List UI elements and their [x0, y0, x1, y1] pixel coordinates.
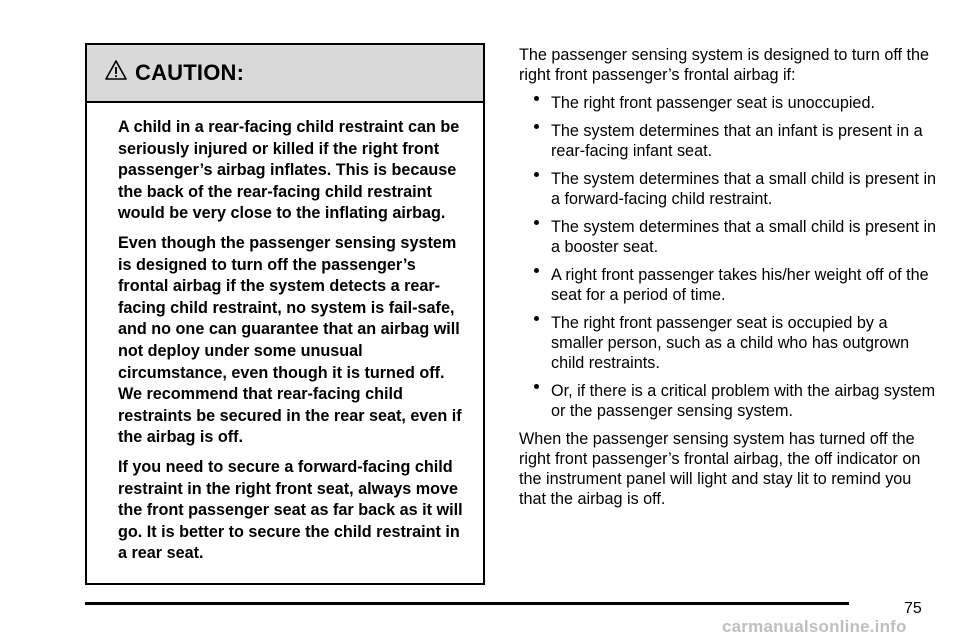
list-item — [519, 381, 939, 421]
bullet-list — [519, 93, 939, 421]
caution-title: CAUTION: — [135, 60, 245, 85]
caution-paragraph: Even though the passenger sensing system is designed to turn off the passenger’s frontal airbag if the system detects a rear-facing child restraint, no system is fail-safe, and no one can guarantee that an airbag will not deploy under some unusual circumstance, even though it is turned off. We recommend that rear-facing child restraints be secured in the rear seat, even if the airbag is off. — [118, 233, 462, 447]
list-item — [519, 93, 939, 113]
bullet-icon — [534, 220, 539, 225]
list-item — [519, 169, 939, 209]
list-item-text: The right front passenger seat is occupied by a smaller person, such as a child who has outgrown child restraints. — [551, 314, 910, 372]
footer-rule — [85, 602, 849, 605]
warning-triangle-icon — [105, 59, 127, 81]
list-item — [519, 217, 939, 257]
list-item-text: Or, if there is a critical problem with the airbag system or the passenger sensing system. — [551, 382, 936, 420]
list-item-text: The system determines that a small child is present in a booster seat. — [551, 218, 937, 256]
bullet-icon — [534, 96, 539, 101]
right-column — [519, 45, 939, 517]
caution-paragraph: If you need to secure a forward-facing child restraint in the right front seat, always move the front passenger seat as far back as it will go. It is better to secure the child restraint in a rear seat. — [118, 457, 463, 563]
list-item — [519, 313, 939, 373]
bullet-icon — [534, 384, 539, 389]
list-item-text: The system determines that a small child is present in a forward-facing child restraint. — [551, 170, 937, 208]
list-item — [519, 265, 939, 305]
list-item-text: The system determines that an infant is present in a rear-facing infant seat. — [551, 122, 923, 160]
bullet-icon — [534, 268, 539, 273]
bullet-icon — [534, 124, 539, 129]
list-item-text: The right front passenger seat is unoccupied. — [551, 94, 875, 112]
bullet-icon — [534, 316, 539, 321]
watermark: carmanualsonline.info — [722, 617, 907, 636]
intro-paragraph: The passenger sensing system is designed to turn off the right front passenger’s frontal airbag if: — [519, 46, 930, 84]
closing-paragraph: When the passenger sensing system has turned off the right front passenger’s frontal airbag, the off indicator on the instrument panel will light and stay lit to remind you that the airbag is off. — [519, 430, 921, 508]
bullet-icon — [534, 172, 539, 177]
caution-box — [85, 43, 485, 585]
caution-body — [87, 103, 483, 565]
caution-header — [87, 45, 483, 103]
page-number: 75 — [904, 600, 922, 617]
caution-paragraph: A child in a rear-facing child restraint can be seriously injured or killed if the right front passenger’s airbag inflates. This is because the back of the rear-facing child restraint would be very close to the inflating airbag. — [118, 118, 460, 223]
list-item — [519, 121, 939, 161]
list-item-text: A right front passenger takes his/her weight off of the seat for a period of time. — [551, 266, 929, 304]
